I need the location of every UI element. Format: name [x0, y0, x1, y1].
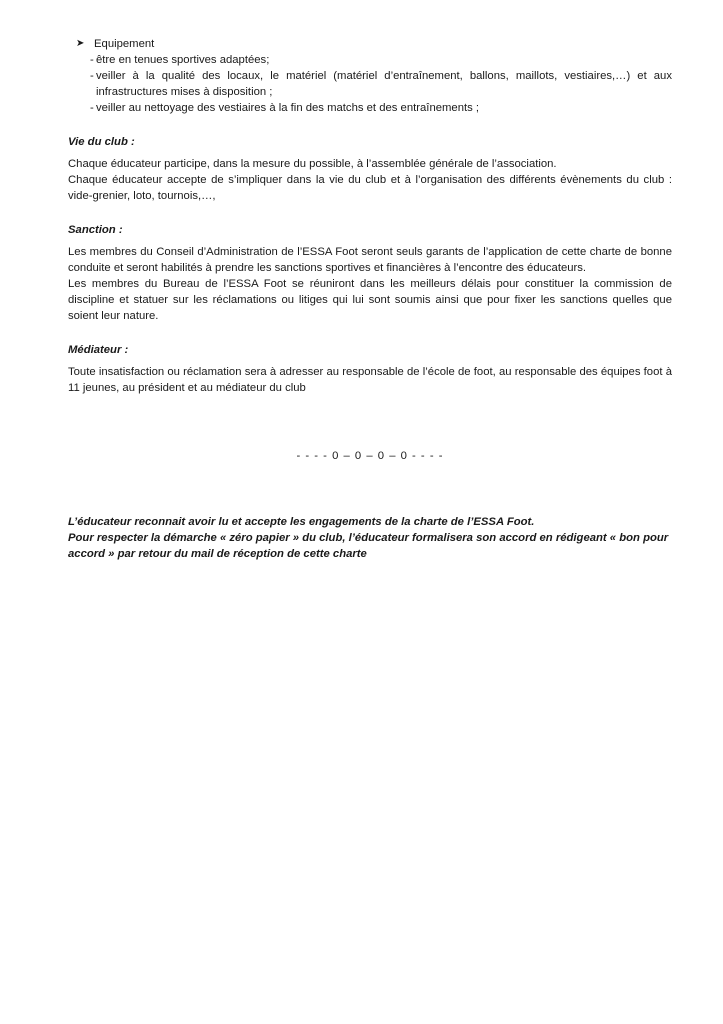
- dash-bullet: -: [90, 102, 94, 114]
- section-separator: - - - - 0 – 0 – 0 – 0 - - - -: [296, 450, 444, 462]
- equipment-title: Equipement: [94, 38, 155, 50]
- equipment-list: [68, 52, 672, 116]
- closing-line: L’éducateur reconnait avoir lu et accepte les engagements de la charte de l’ESSA Foot.: [68, 516, 535, 528]
- list-item: [68, 100, 672, 116]
- list-item: [68, 52, 672, 68]
- closing-line: Pour respecter la démarche « zéro papier » du club, l’éducateur formalisera son accord en rédigeant « bon pour accord » par retour du mail de réception de cette charte: [68, 532, 669, 560]
- club-life-paragraph: Chaque éducateur accepte de s’impliquer dans la vie du club et à l’organisation des différents évènements du club : vide-grenier, loto, tournois,…,: [68, 174, 672, 202]
- mediator-heading: Médiateur :: [68, 344, 129, 356]
- closing-statement: [68, 514, 672, 562]
- mediator-paragraph: Toute insatisfaction ou réclamation sera à adresser au responsable de l’école de foot, au responsable des équipes foot à 11 jeunes, au président et au médiateur du club: [68, 366, 672, 394]
- club-life-paragraph: Chaque éducateur participe, dans la mesure du possible, à l’assemblée générale de l’association.: [68, 158, 557, 170]
- sanction-paragraph: Les membres du Conseil d’Administration de l’ESSA Foot seront seuls garants de l’application de cette charte de bonne conduite et seront habilités à prendre les sanctions sportives et financières à l’encontre des éducateurs.: [68, 246, 672, 274]
- sanction-heading: Sanction :: [68, 224, 123, 236]
- arrow-bullet-icon: ➤: [76, 38, 85, 49]
- equipment-item-text: être en tenues sportives adaptées;: [96, 54, 270, 66]
- club-life-heading: Vie du club :: [68, 136, 135, 148]
- equipment-item-text: veiller à la qualité des locaux, le matériel (matériel d’entraînement, ballons, maillots, vestiaires,…) et aux infrastructures mises à disposition ;: [96, 70, 672, 98]
- equipment-section-header: [76, 36, 672, 52]
- equipment-item-text: veiller au nettoyage des vestiaires à la fin des matchs et des entraînements ;: [96, 102, 480, 114]
- sanction-paragraph: Les membres du Bureau de l’ESSA Foot se réuniront dans les meilleurs délais pour constituer la commission de discipline et statuer sur les réclamations ou litiges qui lui sont soumis ainsi que pour fixer les sanctions quelles que soient leur nature.: [68, 278, 672, 322]
- list-item: [68, 68, 672, 100]
- dash-bullet: -: [90, 70, 94, 82]
- document-page: [68, 36, 672, 562]
- dash-bullet: -: [90, 54, 94, 66]
